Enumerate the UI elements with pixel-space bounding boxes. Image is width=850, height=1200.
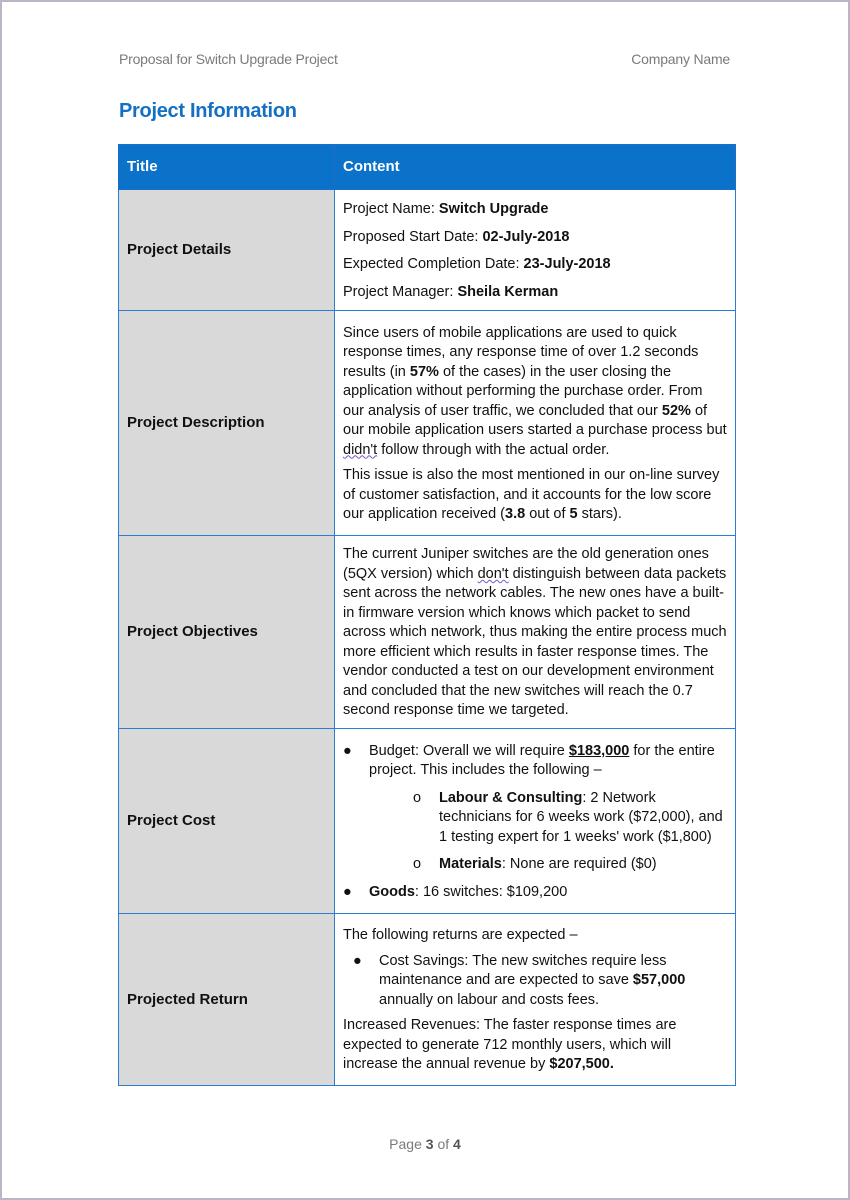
start-date-line: Proposed Start Date: 02-July-2018 <box>343 228 570 245</box>
list-item-labour: o Labour & Consulting: 2 Network technicians for 6 weeks work ($72,000), and 1 testing expert for 1 weeks' work ($1,800) <box>413 789 723 845</box>
table-row-project-cost <box>119 729 736 914</box>
project-manager-line: Project Manager: Sheila Kerman <box>343 283 559 300</box>
list-item-goods: ● Goods: 16 switches: $109,200 <box>343 883 727 903</box>
table-row-project-objectives <box>119 536 736 729</box>
list-item-materials: o Materials: None are required ($0) <box>413 855 727 875</box>
returns-intro: The following returns are expected – <box>343 927 578 944</box>
objectives-paragraph: The current Juniper switches are the old generation ones (5QX version) which don't distinguish between data packets sent across the network cables. The new ones have a built-in firmware version which knows which packet to send across which network, thus making the entire process much more efficient which results in faster response times. The vendor conducted a test on our development environment and concluded that the new switches will reach the 0.7 second response time we targeted. <box>343 546 727 719</box>
description-paragraph-1: Since users of mobile applications are used to quick response times, any response time of over 1.2 seconds results (in 57% of the cases) in the user closing the application without performing the purchase order. From our analysis of user traffic, we concluded that our 52% of our mobile application users started a purchase process but didn't follow through with the actual order. <box>343 324 727 458</box>
list-item-budget: ● Budget: Overall we will require $183,000 for the entire project. This includes the following – o Labour & Consulting: 2 Network technicians for 6 weeks work ($72,000), and 1 testing expert for 1 weeks' work ($1,800) o Materials: None are required ($0) <box>343 742 727 875</box>
row-content <box>335 914 736 1086</box>
returns-revenue: Increased Revenues: The faster response times are expected to generate 712 monthly users, which will increase the annual revenue by $207,500. <box>343 1017 677 1073</box>
table-row-projected-return <box>119 914 736 1086</box>
start-date-value: 02-July-2018 <box>482 228 570 245</box>
row-content <box>335 190 736 311</box>
budget-amount: $183,000 <box>568 742 630 759</box>
row-content <box>335 311 736 536</box>
project-information-table <box>118 144 736 1086</box>
header-company-name: Company Name <box>631 51 730 67</box>
list-item-cost-savings: ● Cost Savings: The new switches require less maintenance and are expected to save $57,000 annually on labour and costs fees. <box>353 952 686 1008</box>
bullet-icon: ● <box>353 952 362 969</box>
bullet-icon: ● <box>343 742 352 759</box>
page-number: Page 3 of 4 <box>389 1136 461 1152</box>
project-name-value: Switch Upgrade <box>438 201 549 217</box>
returns-list <box>353 952 727 1011</box>
table-row-project-details <box>119 190 736 311</box>
cost-sublist <box>369 789 727 875</box>
row-label: Project Details <box>119 190 335 311</box>
table-header-row <box>119 145 736 190</box>
project-name-line: Project Name: Switch Upgrade <box>343 201 549 217</box>
row-content <box>335 536 736 729</box>
column-header-content: Content <box>335 145 736 190</box>
header-document-title: Proposal for Switch Upgrade Project <box>119 51 338 67</box>
column-header-title: Title <box>119 145 335 190</box>
project-manager-value: Sheila Kerman <box>457 283 559 300</box>
table-row-project-description <box>119 311 736 536</box>
circle-bullet-icon: o <box>413 789 422 806</box>
circle-bullet-icon: o <box>413 856 422 873</box>
row-label: Projected Return <box>119 914 335 1086</box>
cost-list <box>343 742 727 903</box>
row-label: Project Cost <box>119 729 335 914</box>
bullet-icon: ● <box>343 883 352 900</box>
row-content <box>335 729 736 914</box>
description-paragraph-2: This issue is also the most mentioned in our on-line survey of customer satisfaction, and it accounts for the low score our application received (3.8 out of 5 stars). <box>343 467 720 522</box>
row-label: Project Objectives <box>119 536 335 729</box>
completion-date-line: Expected Completion Date: 23-July-2018 <box>343 256 611 272</box>
section-title: Project Information <box>119 100 297 122</box>
row-label: Project Description <box>119 311 335 536</box>
completion-date-value: 23-July-2018 <box>523 256 611 272</box>
